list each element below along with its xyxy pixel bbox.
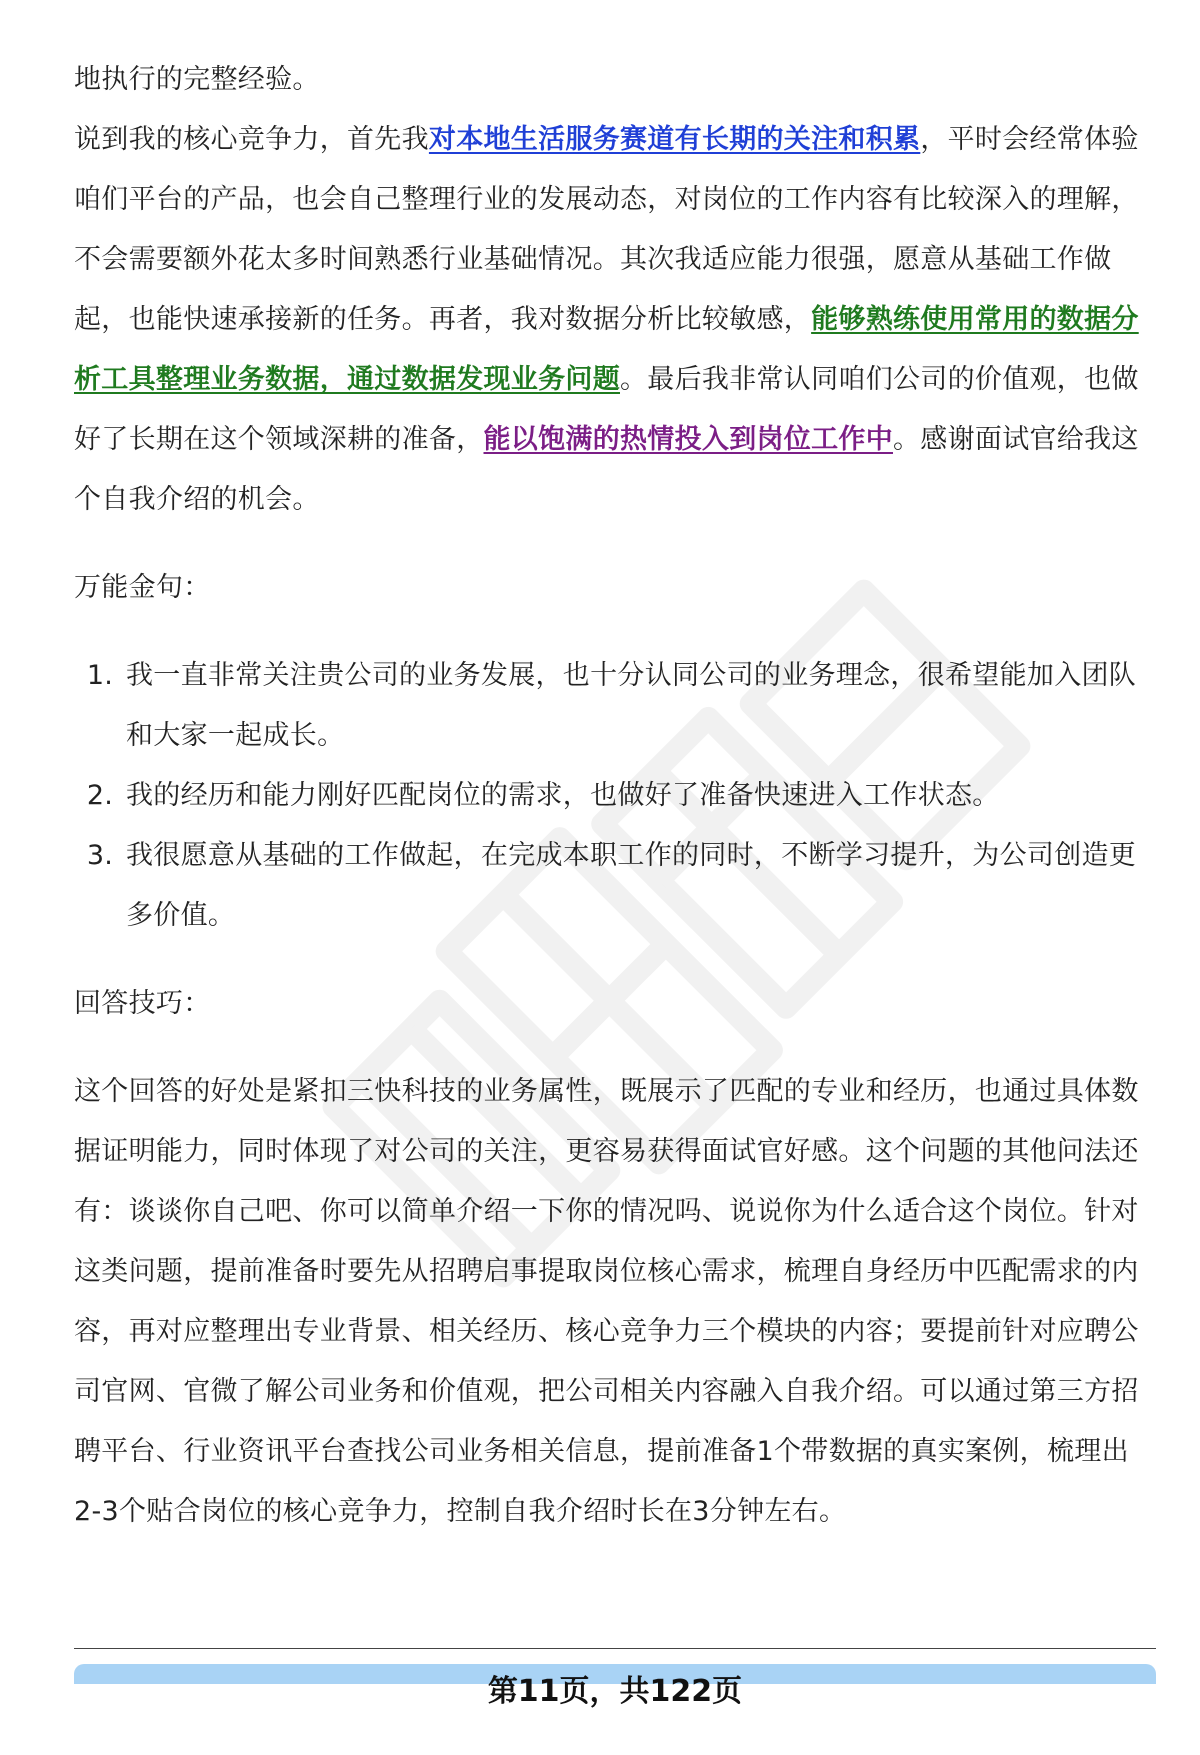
page-number: 第11页，共122页 [487, 1674, 743, 1709]
list-item: 1. 我一直非常关注贵公司的业务发展，也十分认同公司的业务理念，很希望能加入团队和大家一起成长。 [86, 660, 1137, 751]
footer-divider [74, 1648, 1156, 1649]
highlight-enthusiasm: 能以饱满的热情投入到岗位工作中 [483, 424, 893, 455]
golden-sentences-list [74, 646, 1146, 946]
paragraph-intro-end: 地执行的完整经验。 [74, 64, 320, 95]
paragraph-core-competence: 说到我的核心竞争力，首先我对本地生活服务赛道有长期的关注和积累，平时会经常体验咱们平台的产品，也会自己整理行业的发展动态，对岗位的工作内容有比较深入的理解，不会需要额外花太多时间熟悉行业基础情况。其次我适应能力很强，愿意从基础工作做起，也能快速承接新的任务。再者，我对数据分析比较敏感，能够熟练使用常用的数据分析工具整理业务数据，通过数据发现业务问题。最后我非常认同咱们公司的价值观，也做好了长期在这个领域深耕的准备，能以饱满的热情投入到岗位工作中。感谢面试官给我这个自我介绍的机会。 [74, 124, 1139, 515]
golden-sentences-heading: 万能金句： [74, 572, 211, 603]
answer-tips-heading: 回答技巧： [74, 988, 211, 1019]
highlight-local-life: 对本地生活服务赛道有长期的关注和积累 [428, 124, 921, 155]
list-item: 2. 我的经历和能力刚好匹配岗位的需求，也做好了准备快速进入工作状态。 [86, 780, 1000, 811]
document-page [74, 50, 1146, 1542]
answer-tips-body: 这个回答的好处是紧扣三快科技的业务属性，既展示了匹配的专业和经历，也通过具体数据证明能力，同时体现了对公司的关注，更容易获得面试官好感。这个问题的其他问法还有：谈谈你自己吧、你可以简单介绍一下你的情况吗、说说你为什么适合这个岗位。针对这类问题，提前准备时要先从招聘启事提取岗位核心需求，梳理自身经历中匹配需求的内容，再对应整理出专业背景、相关经历、核心竞争力三个模块的内容；要提前针对应聘公司官网、官微了解公司业务和价值观，把公司相关内容融入自我介绍。可以通过第三方招聘平台、行业资讯平台查找公司业务相关信息，提前准备1个带数据的真实案例，梳理出2-3个贴合岗位的核心竞争力，控制自我介绍时长在3分钟左右。 [74, 1076, 1139, 1527]
list-item: 3. 我很愿意从基础的工作做起，在完成本职工作的同时，不断学习提升，为公司创造更多价值。 [86, 840, 1137, 931]
highlight-data-analysis: 能够熟练使用常用的数据分析工具整理业务数据，通过数据发现业务问题 [74, 304, 1139, 395]
